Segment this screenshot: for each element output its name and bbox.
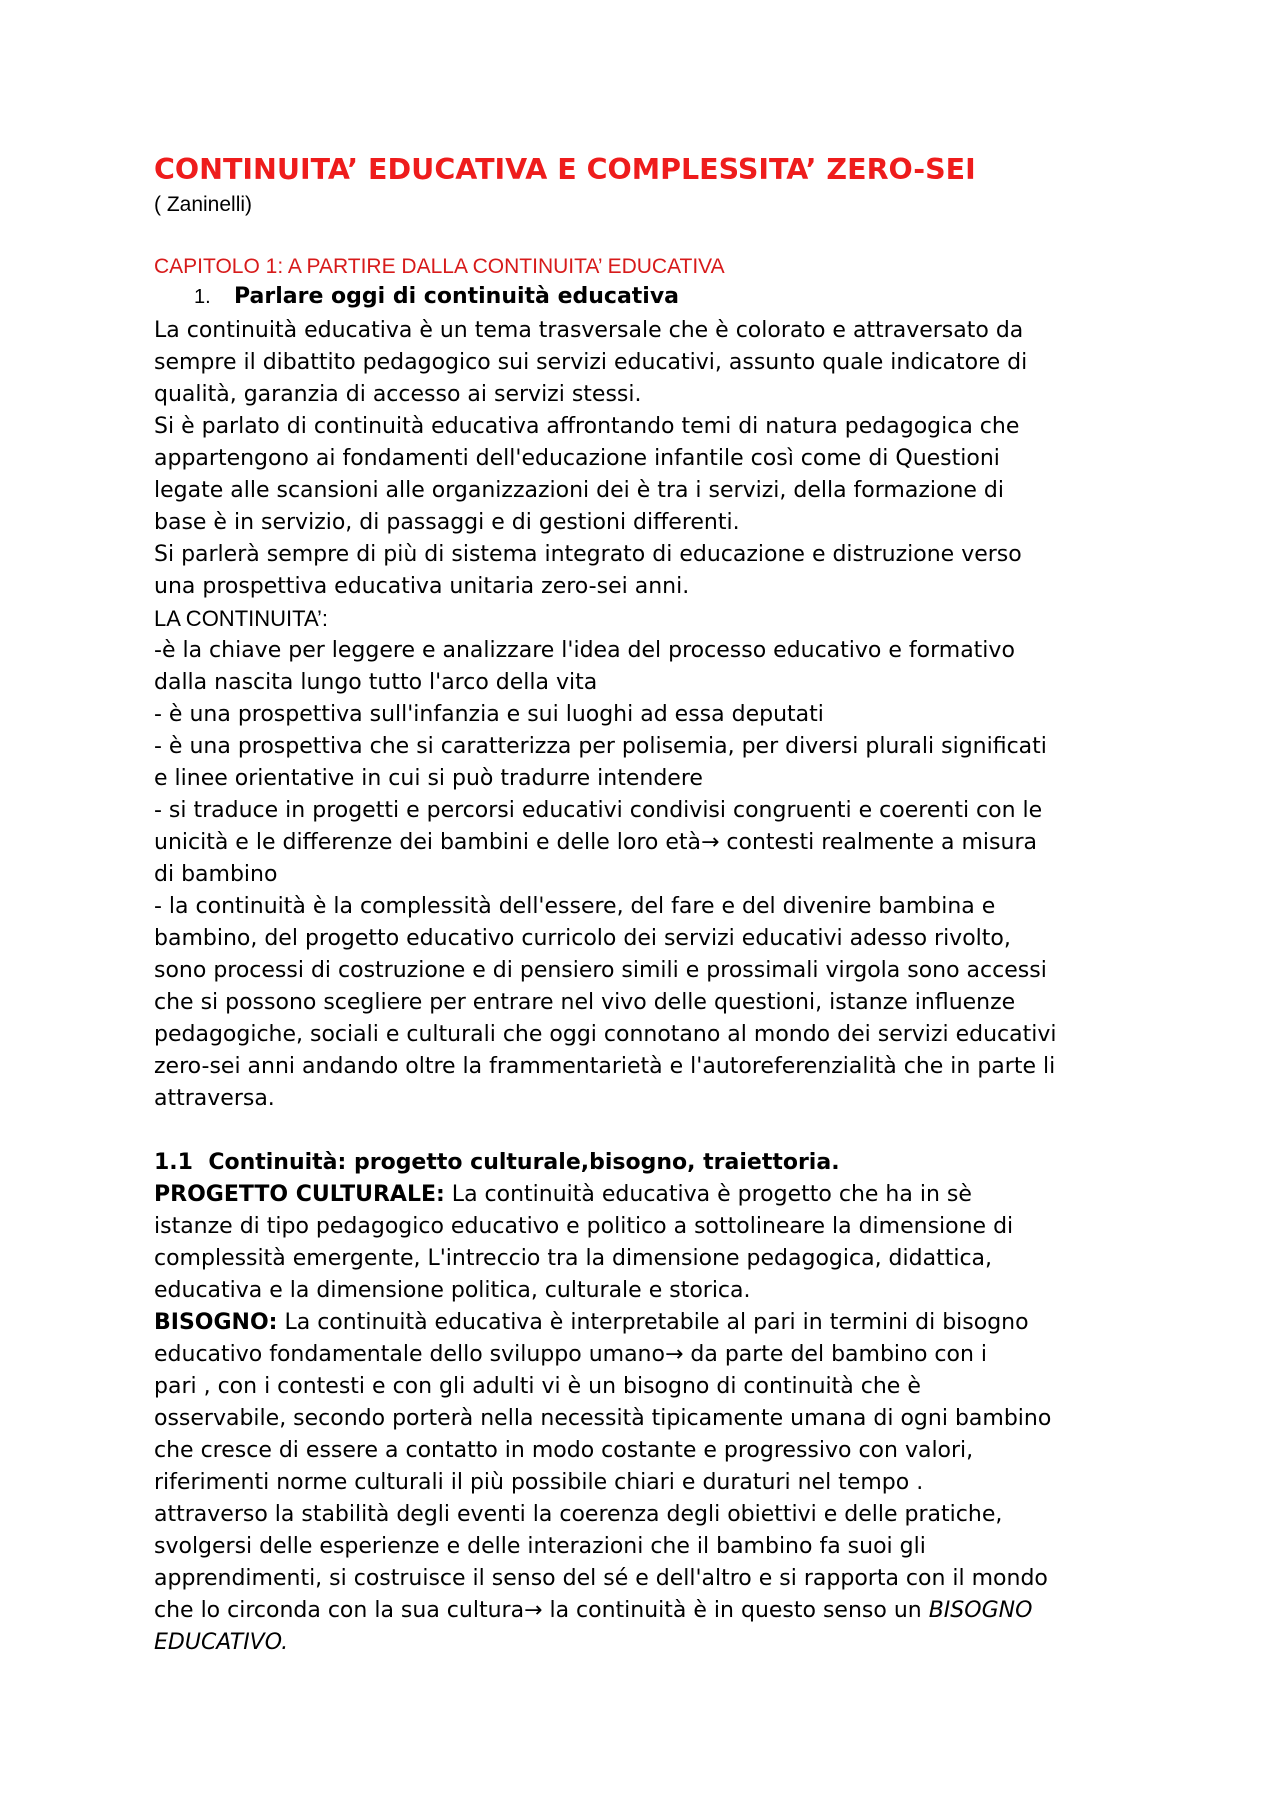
text-line: - si traduce in progetti e percorsi educativi condivisi congruenti e coerenti con le — [154, 798, 1043, 823]
text-line: istanze di tipo pedagogico educativo e politico a sottolineare la dimensione di — [154, 1214, 1014, 1239]
text-line: -è la chiave per leggere e analizzare l'idea del processo educativo e formativo — [154, 638, 1015, 663]
closing-italic-line: EDUCATIVO. — [154, 1630, 289, 1655]
chapter-heading: CAPITOLO 1: A PARTIRE DALLA CONTINUITA’ EDUCATIVA — [154, 255, 725, 278]
section-heading-1 — [194, 282, 1144, 312]
text-line: - è una prospettiva che si caratterizza per polisemia, per diversi plurali significati — [154, 734, 1047, 759]
text-line: attraversa. — [154, 1086, 275, 1111]
text-line: bambino, del progetto educativo curricolo dei servizi educativi adesso rivolto, — [154, 926, 1011, 951]
text-line: che cresce di essere a contatto in modo costante e progressivo con valori, — [154, 1438, 974, 1463]
progetto-label: PROGETTO CULTURALE: — [154, 1182, 445, 1207]
blank-line — [154, 1115, 1144, 1147]
text-line: dalla nascita lungo tutto l'arco della vita — [154, 670, 598, 695]
text-line: apprendimenti, si costruisce il senso del sé e dell'altro e si rapporta con il mondo — [154, 1566, 1048, 1591]
progetto-text: La continuità educativa è progetto che ha in sè — [444, 1182, 972, 1207]
text-line: attraverso la stabilità degli eventi la coerenza degli obiettivi e delle pratiche, — [154, 1502, 1003, 1527]
section-title: Continuità: progetto culturale,bisogno, traiettoria. — [208, 1150, 840, 1175]
text-line: La continuità educativa è un tema trasversale che è colorato e attraversato da — [154, 318, 1024, 343]
text-line: Si è parlato di continuità educativa affrontando temi di natura pedagogica che — [154, 414, 1020, 439]
bisogno-first-line — [154, 1307, 1144, 1339]
text-line: educativa e la dimensione politica, culturale e storica. — [154, 1278, 751, 1303]
text-line: educativo fondamentale dello sviluppo umano→ da parte del bambino con i — [154, 1342, 988, 1367]
text-line: qualità, garanzia di accesso ai servizi stessi. — [154, 382, 642, 407]
text-line: complessità emergente, L'intreccio tra la dimensione pedagogica, didattica, — [154, 1246, 993, 1271]
text-line: riferimenti norme culturali il più possibile chiari e duraturi nel tempo . — [154, 1470, 924, 1495]
document-title: CONTINUITA’ EDUCATIVA E COMPLESSITA’ ZERO-SEI — [154, 153, 976, 186]
text-line: di bambino — [154, 862, 278, 887]
text-line: - la continuità è la complessità dell'essere, del fare e del divenire bambina e — [154, 894, 996, 919]
text-line: e linee orientative in cui si può tradurre intendere — [154, 766, 703, 791]
text-line: osservabile, secondo porterà nella necessità tipicamente umana di ogni bambino — [154, 1406, 1052, 1431]
text-line: svolgersi delle esperienze e delle interazioni che il bambino fa suoi gli — [154, 1534, 926, 1559]
progetto-first-line — [154, 1179, 1144, 1211]
closing-italic: BISOGNO — [928, 1598, 1033, 1623]
bisogno-text: La continuità educativa è interpretabile al pari in termini di bisogno — [277, 1310, 1029, 1335]
text-line: appartengono ai fondamenti dell'educazione infantile così come di Questioni — [154, 446, 1000, 471]
text-line: - è una prospettiva sull'infanzia e sui luoghi ad essa deputati — [154, 702, 824, 727]
text-line: base è in servizio, di passaggi e di gestioni differenti. — [154, 510, 740, 535]
text-line: unicità e le differenze dei bambini e delle loro età→ contesti realmente a misura — [154, 830, 1037, 855]
text-line: una prospettiva educativa unitaria zero-sei anni. — [154, 574, 690, 599]
section-title: Parlare oggi di continuità educativa — [234, 284, 680, 309]
text-line: che si possono scegliere per entrare nel vivo delle questioni, istanze influenze — [154, 990, 1016, 1015]
text-line: pedagogiche, sociali e culturali che oggi connotano al mondo dei servizi educativi — [154, 1022, 1057, 1047]
bisogno-closing-line — [154, 1595, 1144, 1627]
section-number: 1. — [194, 286, 211, 308]
author-line: ( Zaninelli) — [154, 193, 253, 216]
text-line: pari , con i contesti e con gli adulti vi è un bisogno di continuità che è — [154, 1374, 921, 1399]
bisogno-label: BISOGNO: — [154, 1310, 278, 1335]
intro-paragraphs — [154, 315, 1144, 1659]
text-line: sempre il dibattito pedagogico sui servizi educativi, assunto quale indicatore di — [154, 350, 1028, 375]
document-page — [154, 150, 1144, 1659]
continuita-label: LA CONTINUITA’: — [154, 606, 328, 631]
section-number: 1.1 — [154, 1150, 193, 1175]
text-line: legate alle scansioni alle organizzazioni dei è tra i servizi, della formazione di — [154, 478, 1004, 503]
text-line: Si parlerà sempre di più di sistema integrato di educazione e distruzione verso — [154, 542, 1022, 567]
section-heading-1-1 — [154, 1147, 1144, 1179]
closing-text: che lo circonda con la sua cultura→ la continuità è in questo senso un — [154, 1598, 929, 1623]
text-line: sono processi di costruzione e di pensiero simili e prossimali virgola sono accessi — [154, 958, 1047, 983]
text-line: zero-sei anni andando oltre la frammentarietà e l'autoreferenzialità che in parte li — [154, 1054, 1056, 1079]
